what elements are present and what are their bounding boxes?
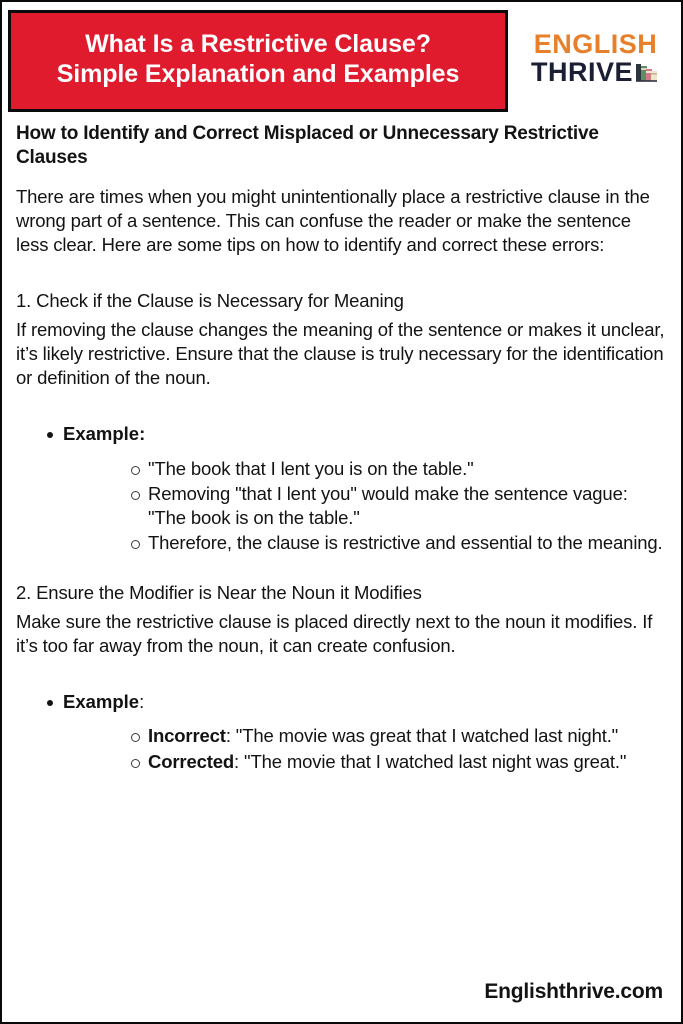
sub-item-lead: Incorrect (148, 725, 226, 747)
section-1-title: 1. Check if the Clause is Necessary for Meaning (16, 290, 404, 312)
title-line-1: What Is a Restrictive Clause? (85, 29, 431, 58)
section-2-sub-list (63, 724, 667, 773)
stacked-books-icon (634, 59, 660, 85)
page-header (2, 2, 681, 112)
footer-site-name: Englishthrive.com (484, 980, 663, 1003)
list-item (63, 531, 667, 555)
spacer (16, 406, 667, 422)
section-1-body: If removing the clause changes the meaning of the sentence or makes it unclear, it’s likely restrictive. Ensure that the clause is truly necessary for the identification or definition of the noun. (16, 318, 665, 389)
example-label: Example: (63, 423, 146, 445)
spacer (16, 674, 667, 690)
section-1-example-list (16, 422, 667, 555)
list-item (63, 482, 667, 530)
sub-item-text: : "The movie was great that I watched last night." (225, 725, 619, 747)
section-2-example-list (16, 690, 667, 774)
title-line-2: Simple Explanation and Examples (56, 60, 460, 88)
section-2-body: Make sure the restrictive clause is placed directly next to the noun it modifies. If it’s too far away from the noun, it can create confusion. (16, 610, 653, 656)
section-2-title: 2. Ensure the Modifier is Near the Noun it Modifies (16, 582, 422, 604)
page-title: How to Identify and Correct Misplaced or Unnecessary Restrictive Clauses (16, 123, 599, 169)
article-content (2, 112, 681, 774)
brand-name-english: ENGLISH (533, 28, 658, 59)
example-label: Example (63, 691, 140, 713)
sub-item-text: Removing "that I lent you" would make the sentence vague: "The book is on the table." (148, 482, 628, 528)
sub-item-text: Therefore, the clause is restrictive and essential to the meaning. (148, 532, 663, 554)
example-label-suffix: : (139, 691, 145, 713)
title-banner (8, 10, 508, 112)
intro-paragraph: There are times when you might unintentionally place a restrictive clause in the wrong part of a sentence. This can confuse the reader or make the sentence less clear. Here are some tips on how to identify and correct these errors: (16, 185, 650, 256)
spacer (16, 273, 667, 289)
sub-item-lead: Corrected (148, 750, 235, 772)
spacer (16, 559, 667, 581)
list-item (16, 422, 667, 555)
sub-item-text: "The book that I lent you is on the table." (148, 457, 474, 479)
list-item (63, 750, 667, 774)
section-1-sub-list (63, 457, 667, 556)
list-item (63, 457, 667, 481)
brand-name-thrive: THRIVE (530, 57, 633, 87)
list-item (16, 690, 667, 774)
brand-logo (508, 10, 675, 112)
list-item (63, 724, 667, 748)
brand-bottom-row (531, 58, 660, 86)
sub-item-text: : "The movie that I watched last night was great." (234, 750, 627, 772)
